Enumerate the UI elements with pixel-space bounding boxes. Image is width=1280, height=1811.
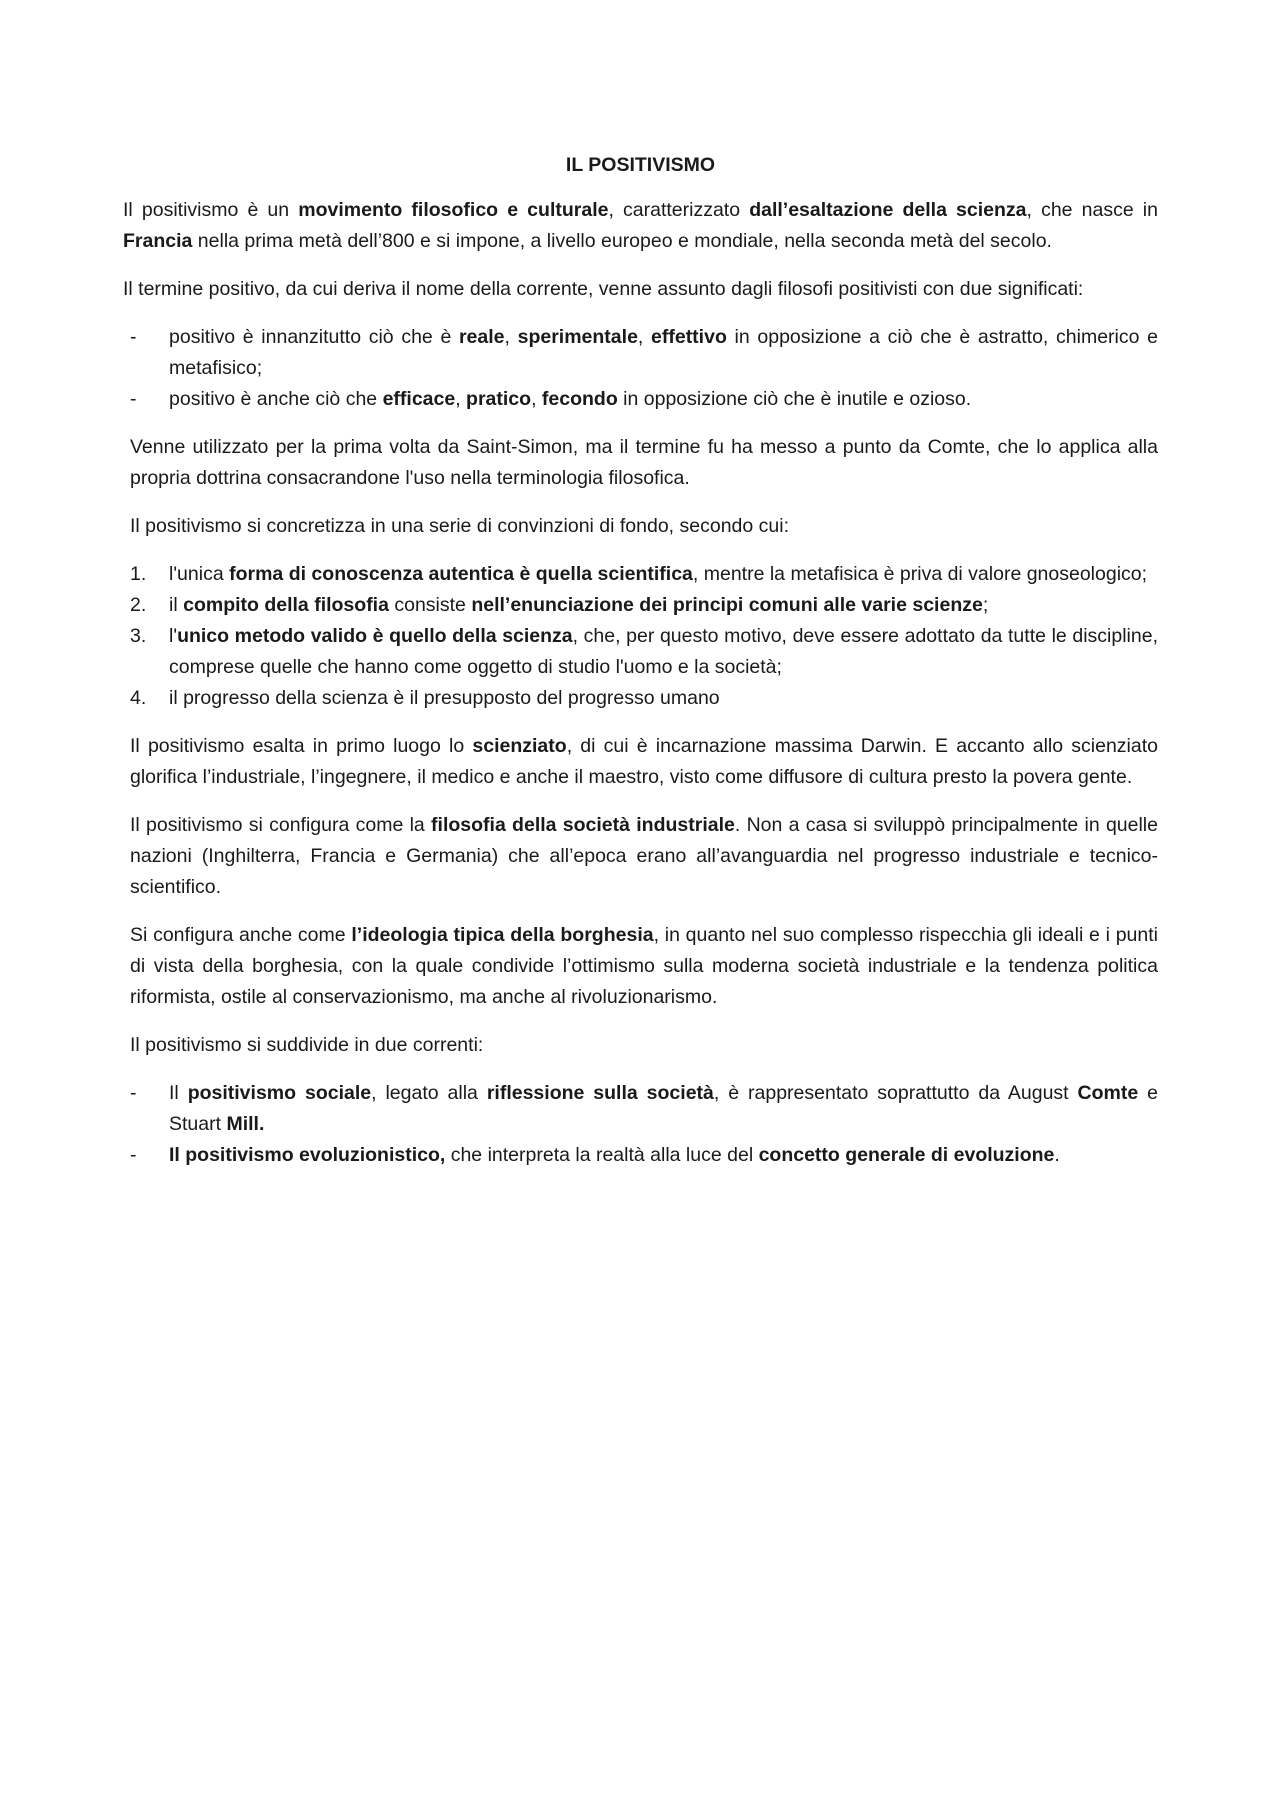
text-span: . Non a casa si sviluppò principalmente in quelle nazioni (Inghilterra, Francia e Germania) che all’epoca erano all’avanguardia nel progresso industriale e tecnico-scientifico.: [130, 814, 1158, 898]
bold-span: Mill.: [226, 1113, 265, 1135]
bold-span: scienziato: [472, 735, 567, 757]
bold-span: positivismo sociale: [187, 1082, 372, 1104]
bold-span: filosofia della società industriale: [431, 814, 735, 836]
origin-paragraph: Venne utilizzato per la prima volta da Saint-Simon, ma il termine fu ha messo a punto da Comte, che lo applica alla propria dottrina consacrandone l'uso nella terminologia filosofica.: [130, 436, 1158, 489]
bold-span: sperimentale: [517, 326, 638, 348]
text-span: , legato alla: [371, 1082, 487, 1104]
list-item: [123, 1140, 1158, 1171]
text-span: in opposizione a ciò che è astratto, chimerico e metafisico;: [169, 326, 1158, 379]
dash-marker: -: [130, 388, 137, 410]
industrial-paragraph: [123, 810, 1158, 903]
bold-span: efficace: [382, 388, 456, 410]
intro-paragraph: [123, 195, 1158, 257]
term-paragraph: Il termine positivo, da cui deriva il nome della corrente, venne assunto dagli filosofi positivisti con due significati:: [123, 278, 1084, 300]
text-span: positivo è anche ciò che: [169, 388, 383, 410]
list-item: [123, 559, 1158, 590]
page-title: IL POSITIVISMO: [565, 154, 716, 176]
text-span: ,: [531, 388, 542, 410]
text-span: il: [169, 594, 184, 616]
bold-span: unico metodo valido è quello della scienza: [177, 625, 573, 647]
bold-span: Francia: [123, 230, 193, 252]
bold-span: riflessione sulla società: [486, 1082, 714, 1104]
bold-span: Il positivismo evoluzionistico,: [169, 1144, 446, 1166]
number-marker: 4.: [130, 687, 147, 709]
bold-span: dall’esaltazione della scienza: [749, 199, 1027, 221]
text-span: l'unica: [169, 563, 230, 585]
text-span: .: [1054, 1144, 1060, 1166]
bold-span: movimento filosofico e culturale: [298, 199, 609, 221]
text-span: ,: [455, 388, 467, 410]
text-span: che interpreta la realtà alla luce del: [445, 1144, 759, 1166]
bold-span: concetto generale di evoluzione: [758, 1144, 1055, 1166]
bold-span: compito della filosofia: [183, 594, 389, 616]
bold-span: l’ideologia tipica della borghesia: [351, 924, 654, 946]
text-span: ,: [637, 326, 652, 348]
meanings-list: [123, 322, 1158, 415]
number-marker: 1.: [130, 563, 147, 585]
scientist-paragraph: [123, 731, 1158, 793]
bold-span: effettivo: [651, 326, 727, 348]
list-item: [123, 1078, 1158, 1140]
text-span: , di cui è incarnazione massima Darwin. E accanto allo scienziato glorifica l’industriale, l’ingegnere, il medico e anche il maestro, visto come diffusore di cultura presto la povera gente.: [130, 735, 1158, 788]
bold-span: fecondo: [541, 388, 618, 410]
text-span: , che nasce in: [1026, 199, 1158, 221]
convictions-intro: Il positivismo si concretizza in una serie di convinzioni di fondo, secondo cui:: [130, 515, 790, 537]
list-item: [123, 590, 1158, 621]
text-span: positivo è innanzitutto ciò che è: [169, 326, 459, 348]
text-span: , in quanto nel suo complesso rispecchia gli ideali e i punti di vista della borghesia, con la quale condivide l’ottimismo sulla moderna società industriale e la tendenza politica riformista, ostile al conservazionismo, ma anche al rivoluzionarismo.: [130, 924, 1158, 1008]
number-marker: 3.: [130, 625, 147, 647]
text-span: ;: [982, 594, 989, 616]
bold-span: forma di conoscenza autentica è quella scientifica: [229, 563, 693, 585]
text-span: l': [169, 625, 178, 647]
text-span: consiste: [388, 594, 472, 616]
text-span: , che, per questo motivo, deve essere adottato da tutte le discipline, comprese quelle che hanno come oggetto di studio l'uomo e la società;: [169, 625, 1158, 678]
list-item: [123, 322, 1158, 384]
dash-marker: -: [130, 1144, 137, 1166]
text-span: Il: [169, 1082, 188, 1104]
text-span: nella prima metà dell’800 e si impone, a livello europeo e mondiale, nella seconda metà del secolo.: [192, 230, 1052, 252]
bourgeoisie-paragraph: [123, 920, 1158, 1013]
text-span: Il positivismo si configura come la: [130, 814, 432, 836]
text-span: e Stuart: [169, 1082, 1158, 1135]
text-span: in opposizione ciò che è inutile e ozioso.: [617, 388, 972, 410]
text-span: Il positivismo è un: [123, 199, 299, 221]
document-body: [123, 150, 1158, 1188]
bold-span: nell’enunciazione dei principi comuni alle varie scienze: [471, 594, 983, 616]
list-item: [123, 384, 1158, 415]
text-span: , è rappresentato soprattutto da August: [713, 1082, 1078, 1104]
bold-span: reale: [458, 326, 505, 348]
text-span: ,: [504, 326, 518, 348]
bold-span: pratico: [466, 388, 532, 410]
bold-span: Comte: [1077, 1082, 1139, 1104]
dash-marker: -: [130, 326, 137, 348]
number-marker: 2.: [130, 594, 147, 616]
convictions-list: [123, 559, 1158, 714]
text-span: , caratterizzato: [608, 199, 750, 221]
dash-marker: -: [130, 1082, 137, 1104]
text-span: Si configura anche come: [130, 924, 352, 946]
text-span: il progresso della scienza è il presupposto del progresso umano: [169, 687, 720, 709]
text-span: Il positivismo esalta in primo luogo lo: [130, 735, 473, 757]
currents-list: [123, 1078, 1158, 1171]
list-item: [123, 683, 1158, 714]
currents-intro: Il positivismo si suddivide in due correnti:: [130, 1034, 484, 1056]
text-span: , mentre la metafisica è priva di valore gnoseologico;: [692, 563, 1148, 585]
list-item: [123, 621, 1158, 683]
